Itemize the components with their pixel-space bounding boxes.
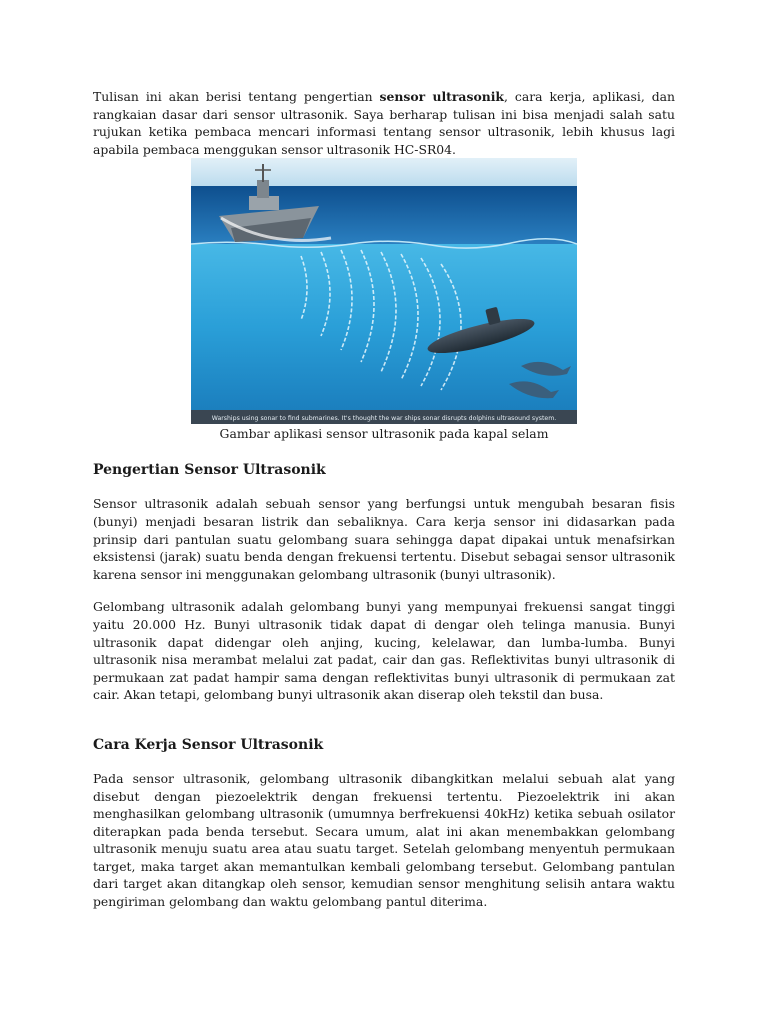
section-heading-cara-kerja: Cara Kerja Sensor Ultrasonik [93, 736, 324, 753]
sonar-illustration [191, 158, 577, 424]
paragraph-cara-kerja-1: Pada sensor ultrasonik, gelombang ultrasonik dibangkitkan melalui sebuah alat yang disebut dengan piezoelektrik dengan frekuensi tertentu. Piezoelektrik ini akan menghasilkan gelombang ultrasonik (umumnya berfrekuensi 40kHz) ketika sebuah osilator diterapkan pada benda tersebut. Secara umum, alat ini akan menembakkan gelombang ultrasonik menuju suatu area atau suatu target. Setelah gelombang menyentuh permukaan target, maka target akan memantulkan kembali gelombang tersebut. Gelombang pantulan dari target akan ditangkap oleh sensor, kemudian sensor menghitung selisih antara waktu pengiriman gelombang dan waktu gelombang pantul diterima. [93, 770, 675, 910]
figure-banner: Warships using sonar to find submarines. It's thought the war ships sonar disrupts dolphins ultrasound system. [211, 415, 557, 423]
figure-caption: Gambar aplikasi sensor ultrasonik pada kapal selam [219, 426, 549, 442]
intro-bold-term: sensor ultrasonik [379, 89, 505, 104]
paragraph-pengertian-1: Sensor ultrasonik adalah sebuah sensor yang berfungsi untuk mengubah besaran fisis (bunyi) menjadi besaran listrik dan sebaliknya. Cara kerja sensor ini didasarkan pada prinsip dari pantulan suatu gelombang suara sehingga dapat dipakai untuk menafsirkan eksistensi (jarak) suatu benda dengan frekuensi tertentu. Disebut sebagai sensor ultrasonik karena sensor ini menggunakan gelombang ultrasonik (bunyi ultrasonik). [93, 496, 675, 582]
intro-text-start: Tulisan ini akan berisi tentang pengertian [93, 89, 380, 104]
intro-text-end: , cara kerja, aplikasi, dan rangkaian dasar dari sensor ultrasonik. Saya berharap tulisan ini bisa menjadi salah satu rujukan ketika pembaca mencari informasi tentang sensor ultrasonik, lebih khusus lagi apabila pembaca menggukan sensor ultrasonik HC-SR04. [93, 89, 675, 157]
intro-paragraph [93, 88, 675, 158]
section-heading-pengertian: Pengertian Sensor Ultrasonik [93, 462, 326, 479]
document-page [93, 88, 675, 911]
paragraph-pengertian-2: Gelombang ultrasonik adalah gelombang bunyi yang mempunyai frekuensi sangat tinggi yaitu 20.000 Hz. Bunyi ultrasonik tidak dapat di dengar oleh telinga manusia. Bunyi ultrasonik dapat didengar oleh anjing, kucing, kelelawar, dan lumba-lumba. Bunyi ultrasonik nisa merambat melalui zat padat, cair dan gas. Reflektivitas bunyi ultrasonik di permukaan zat padat hampir sama dengan reflektivitas bunyi ultrasonik di permukaan zat cair. Akan tetapi, gelombang bunyi ultrasonik akan diserap oleh tekstil dan busa. [93, 599, 675, 703]
figure [191, 158, 577, 442]
